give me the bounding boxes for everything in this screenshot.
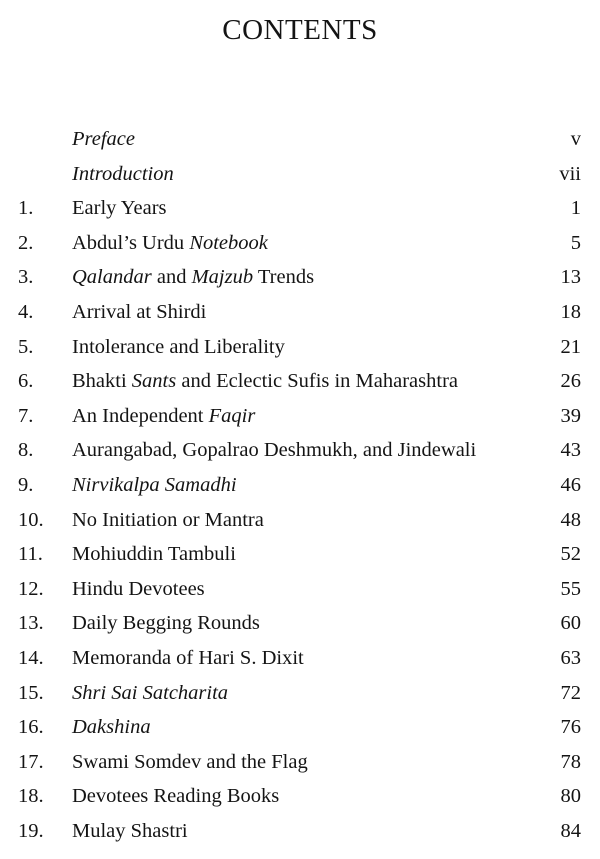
toc-entry [0,157,600,192]
page-number: 60 [560,612,581,635]
chapter-title [72,710,151,745]
chapter-title-segment: Aurangabad, Gopalrao Deshmukh, and Jindewali [72,439,477,462]
chapter-number: 4. [18,300,34,323]
page-number: 46 [560,473,581,496]
chapter-title-segment: Faqir [208,404,256,427]
page-number: 13 [560,266,581,289]
page-number: vii [559,162,581,185]
page-number: 78 [560,750,581,773]
chapter-title [72,191,167,226]
toc-entry [0,572,600,607]
chapter-number: 13. [18,612,44,635]
chapter-title-segment: Swami Somdev and the Flag [72,750,308,773]
chapter-title-segment: An Independent [72,404,209,427]
chapter-number: 10. [18,508,44,531]
chapter-title-segment: Dakshina [72,716,151,739]
chapter-title-segment: Trends [253,266,315,289]
chapter-title-segment: Sants [131,370,177,393]
toc-entry [0,468,600,503]
chapter-title [72,364,458,399]
chapter-title [72,295,206,330]
toc-entry [0,537,600,572]
chapter-number: 5. [18,335,34,358]
chapter-title-segment: Early Years [72,197,167,220]
chapter-title-segment: Arrival at Shirdi [72,300,207,323]
chapter-title [72,503,264,538]
chapter-number: 18. [18,785,44,808]
chapter-number: 11. [18,543,43,566]
chapter-title-segment: and [151,266,192,289]
chapter-title-segment: Memoranda of Hari S. Dixit [72,646,304,669]
chapter-title [72,157,174,192]
page-number: 72 [560,681,581,704]
chapter-number: 6. [18,370,34,393]
chapter-number: 14. [18,646,44,669]
toc-entry [0,226,600,261]
page-number: 43 [560,439,581,462]
chapter-number: 15. [18,681,44,704]
chapter-title-segment: Qalandar [72,266,152,289]
chapter-number: 9. [18,473,34,496]
page-number: 26 [560,370,581,393]
chapter-title-segment: Abdul’s Urdu [72,231,190,254]
chapter-title [72,122,135,157]
chapter-title [72,260,314,295]
toc-entry [0,191,600,226]
toc-entry [0,364,600,399]
chapter-title-segment: Nirvikalpa Samadhi [72,473,237,496]
chapter-title [72,606,260,641]
toc-entry [0,295,600,330]
toc-entry [0,433,600,468]
toc-entry [0,503,600,538]
chapter-number: 1. [18,197,34,220]
chapter-title [72,572,205,607]
page-number: 63 [560,646,581,669]
chapter-title-segment: Shri Sai Satcharita [72,681,229,704]
chapter-title-segment: Majzub [191,266,254,289]
toc-entry [0,330,600,365]
chapter-title-segment: Introduction [72,162,174,185]
toc-entry [0,606,600,641]
chapter-title [72,779,279,814]
toc-entry [0,641,600,676]
chapter-title [72,330,285,365]
chapter-title [72,226,268,261]
chapter-title [72,468,237,503]
chapter-number: 2. [18,231,34,254]
page-number: 52 [560,543,581,566]
toc-entry [0,710,600,745]
chapter-title-segment: Preface [72,128,135,150]
toc-entry [0,745,600,780]
chapter-number: 8. [18,439,34,462]
chapter-number: 16. [18,716,44,739]
toc-entry [0,260,600,295]
chapter-title-segment: and Eclectic Sufis in Maharashtra [176,370,459,393]
toc-entry [0,676,600,711]
chapter-title [72,433,476,468]
chapter-title-segment: Devotees Reading Books [72,785,280,808]
page-title: CONTENTS [222,14,378,46]
chapter-title-segment: Notebook [189,231,268,254]
chapter-title-segment: Mohiuddin Tambuli [72,543,236,566]
page-number: 80 [560,785,581,808]
chapter-title-segment: Daily Begging Rounds [72,612,260,635]
chapter-number: 3. [18,266,34,289]
chapter-title [72,537,236,572]
chapter-title-segment: Intolerance and Liberality [72,335,285,358]
chapter-title-segment: Bhakti [72,370,132,393]
page-number: 84 [560,819,581,842]
toc-entry [0,122,600,157]
page-number: 21 [560,335,581,358]
chapter-title [72,641,304,676]
toc-entry [0,399,600,434]
chapter-number: 19. [18,819,44,842]
chapter-title [72,814,188,849]
chapter-title [72,676,228,711]
toc-entry [0,814,600,849]
page-number: 39 [560,404,581,427]
chapter-title-segment: No Initiation or Mantra [72,508,264,531]
page-number: 1 [570,197,581,220]
chapter-title-segment: Mulay Shastri [72,819,188,842]
chapter-number: 7. [18,404,34,427]
page-number: v [570,128,581,150]
page-number: 55 [560,577,581,600]
chapter-title-segment: Hindu Devotees [72,577,205,600]
page-number: 5 [570,231,581,254]
chapter-number: 17. [18,750,44,773]
chapter-title [72,399,255,434]
table-of-contents [0,122,600,848]
chapter-number: 12. [18,577,44,600]
chapter-title [72,745,308,780]
toc-entry [0,779,600,814]
page-number: 18 [560,300,581,323]
page-number: 76 [560,716,581,739]
page-number: 48 [560,508,581,531]
